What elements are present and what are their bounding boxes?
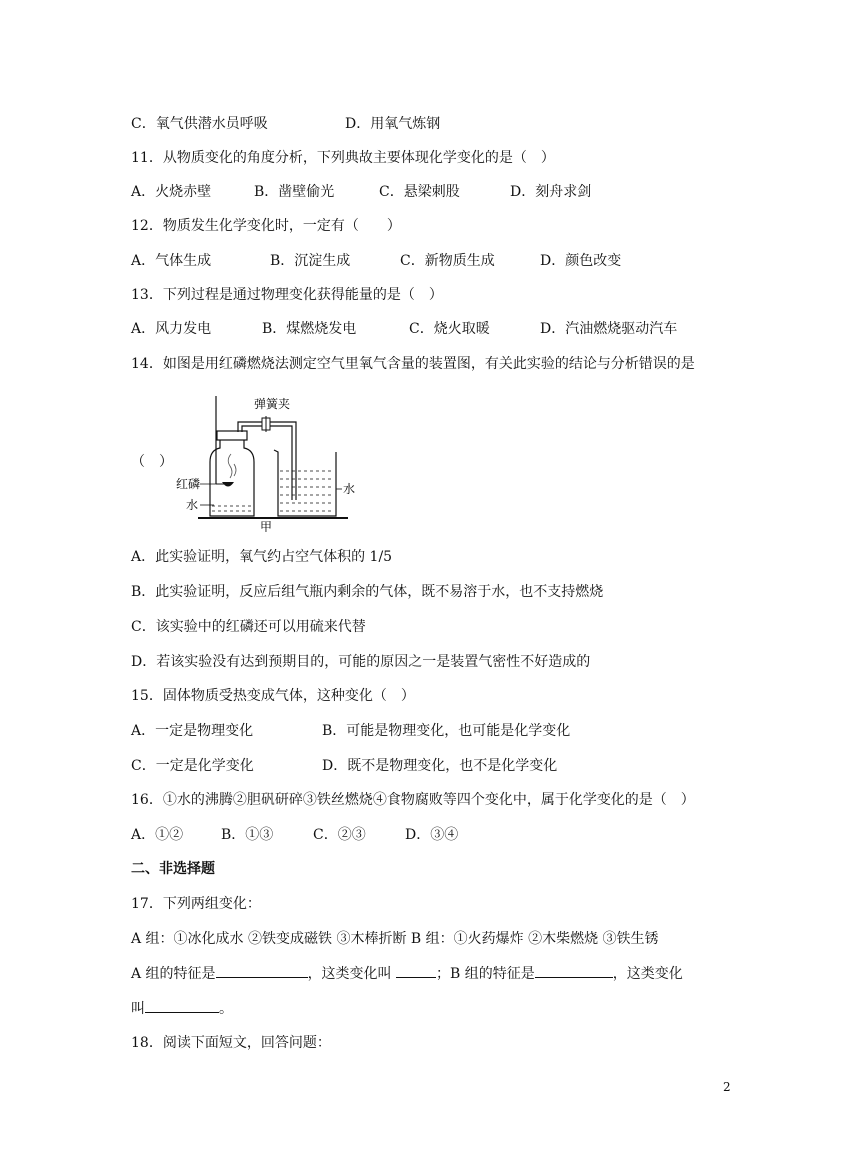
q17-a-type-blank[interactable]: [396, 963, 436, 978]
q17-a-type-label: ，这类变化叫: [307, 966, 397, 982]
q13-stem: 13．下列过程是通过物理变化获得能量的是（ ）: [131, 287, 443, 303]
q14-paren: （ ）: [131, 454, 173, 470]
q12-stem: 12．物质发生化学变化时，一定有（ ）: [131, 218, 401, 234]
label-water-right: 水: [343, 482, 356, 496]
label-phosphorus: 红磷: [176, 477, 201, 491]
q13-option-d: D．汽油燃烧驱动汽车: [540, 321, 678, 337]
q16-option-b: B．①③: [221, 827, 274, 843]
q17-b-type-blank[interactable]: [145, 998, 219, 1013]
q11-option-b: B．凿壁偷光: [254, 184, 335, 200]
q10-option-c: C．氧气供潜水员呼吸: [131, 116, 268, 132]
q17-fill-line-2: [131, 998, 233, 1019]
q13-option-b: B．煤燃烧发电: [262, 321, 357, 337]
q12-option-a: A．气体生成: [131, 253, 212, 269]
q14-stem: 14．如图是用红磷燃烧法测定空气里氧气含量的装置图，有关此实验的结论与分析错误的是: [131, 356, 695, 372]
apparatus-figure: [176, 392, 366, 532]
q16-option-d: D．③④: [405, 827, 459, 843]
q17-b-type-label: ，这类变化: [612, 966, 683, 982]
q15-option-d: D．既不是物理变化，也不是化学变化: [322, 758, 558, 774]
q11-option-c: C．悬梁刺股: [379, 184, 460, 200]
q15-option-c: C．一定是化学变化: [131, 758, 254, 774]
label-clip: 弹簧夹: [254, 397, 291, 411]
q14-option-d: D．若该实验没有达到预期目的，可能的原因之一是装置气密性不好造成的: [131, 654, 591, 670]
q17-fill-line: [131, 963, 683, 984]
q16-option-c: C．②③: [313, 827, 366, 843]
q15-option-a: A．一定是物理变化: [131, 723, 254, 739]
q17-end-mark: 。: [219, 1001, 233, 1017]
q17-b-feature-blank[interactable]: [535, 963, 613, 978]
page-number: 2: [723, 1080, 731, 1094]
q17-a-feature-blank[interactable]: [216, 963, 308, 978]
q17-b-type-label-2: 叫: [131, 1001, 145, 1017]
q14-option-a: A．此实验证明，氧气约占空气体积的 1/5: [131, 549, 393, 565]
q15-option-b: B．可能是物理变化，也可能是化学变化: [322, 723, 571, 739]
q18-stem: 18．阅读下面短文，回答问题：: [131, 1035, 331, 1051]
q17-a-feature-label: A 组的特征是: [131, 966, 216, 982]
q12-option-d: D．颜色改变: [540, 253, 622, 269]
q17-stem: 17．下列两组变化：: [131, 896, 261, 912]
q12-option-c: C．新物质生成: [400, 253, 495, 269]
q14-option-c: C．该实验中的红磷还可以用硫来代替: [131, 619, 366, 635]
section-title: 二、非选择题: [131, 861, 215, 877]
q13-option-a: A．风力发电: [131, 321, 212, 337]
q17-b-feature-label: ；B 组的特征是: [436, 966, 535, 982]
q12-option-b: B．沉淀生成: [270, 253, 351, 269]
q15-stem: 15．固体物质受热变成气体，这种变化（ ）: [131, 688, 415, 704]
q10-option-d: D．用氧气炼钢: [345, 116, 441, 132]
q14-option-b: B．此实验证明，反应后组气瓶内剩余的气体，既不易溶于水，也不支持燃烧: [131, 584, 604, 600]
q11-stem: 11．从物质变化的角度分析，下列典故主要体现化学变化的是（ ）: [131, 150, 555, 166]
q16-option-a: A．①②: [131, 827, 184, 843]
q11-option-a: A．火烧赤壁: [131, 184, 212, 200]
label-caption: 甲: [260, 520, 273, 532]
q13-option-c: C．烧火取暖: [409, 321, 490, 337]
q16-stem: 16．①水的沸腾②胆矾研碎③铁丝燃烧④食物腐败等四个变化中，属于化学变化的是（ ）: [131, 792, 695, 808]
q11-option-d: D．刻舟求剑: [510, 184, 592, 200]
label-water-left: 水: [186, 498, 199, 512]
q17-groups: A 组：①冰化成水 ②铁变成磁铁 ③木棒折断 B 组：①火药爆炸 ②木柴燃烧 ③铁生锈: [131, 931, 659, 947]
